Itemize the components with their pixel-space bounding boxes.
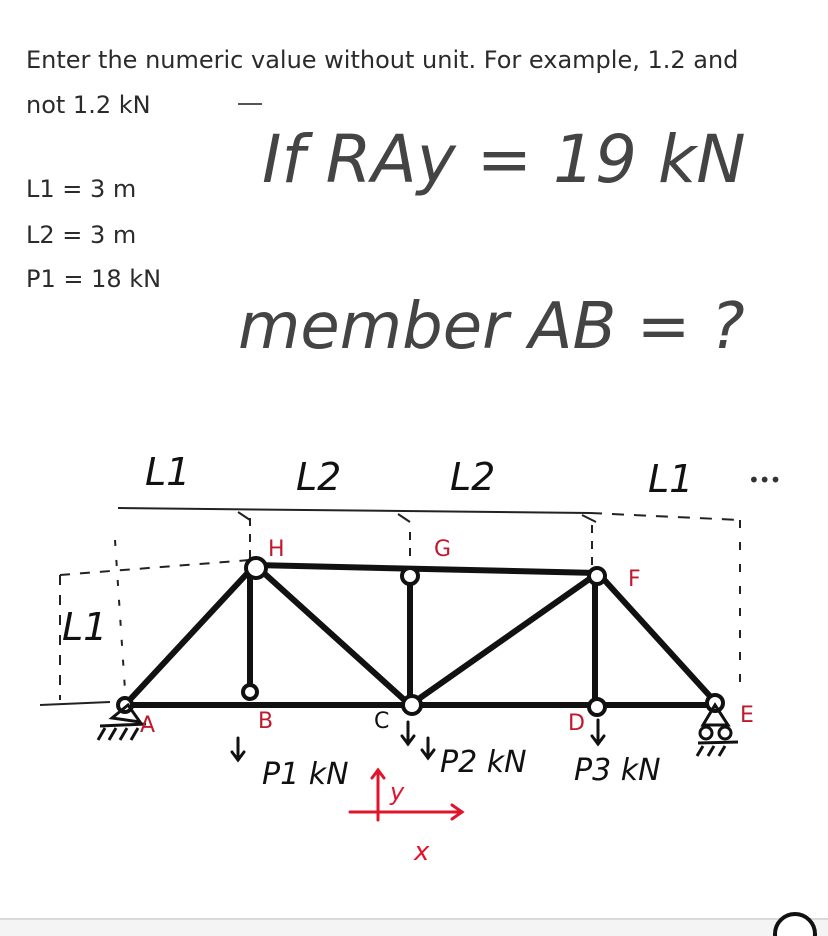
annotation-text: [238, 104, 746, 364]
joint-c: [403, 696, 421, 714]
node-label-g: G: [434, 537, 452, 562]
node-label-h: H: [268, 537, 285, 562]
axis-label-x: x: [414, 837, 430, 867]
joint-f: [589, 568, 605, 584]
bottom-bar: [0, 918, 828, 936]
annotation-line1: If RAy = 19 kN: [262, 121, 746, 198]
param-l1: L1 = 3 m: [26, 175, 137, 203]
joint-d: [589, 699, 605, 715]
question-prompt: Enter the numeric value without unit. For example, 1.2 and not 1.2 kN: [26, 46, 739, 119]
span-label-4: L1: [648, 457, 694, 501]
joint-h: [246, 558, 266, 578]
load-arrows: [232, 720, 604, 760]
span-label-3: L2: [450, 455, 496, 499]
axes-icon: [350, 770, 462, 867]
span-label-1: L1: [145, 450, 191, 494]
joint-b: [243, 685, 257, 699]
license-icon[interactable]: [770, 906, 820, 936]
dimension-lines: [40, 508, 740, 705]
joint-g: [402, 568, 418, 584]
node-label-c: C: [374, 709, 390, 734]
axis-label-y: y: [390, 778, 405, 806]
pin-support-icon: [98, 705, 146, 740]
span-labels: [62, 450, 693, 649]
node-label-a: A: [140, 713, 156, 738]
span-label-2: L2: [296, 455, 342, 499]
load-label-p2: P2 kN: [440, 745, 527, 780]
param-l2: L2 = 3 m: [26, 221, 137, 249]
node-label-f: F: [628, 567, 641, 592]
load-label-p1: P1 kN: [262, 757, 349, 792]
annotation-line2: member AB = ?: [238, 290, 745, 364]
load-label-p3: P3 kN: [574, 753, 661, 788]
height-label: L1: [62, 605, 108, 649]
load-labels: [262, 745, 661, 792]
more-options-button[interactable]: •••: [748, 468, 781, 492]
node-label-b: B: [258, 709, 274, 734]
param-p1: P1 = 18 kN: [26, 265, 162, 293]
node-label-d: D: [568, 711, 585, 736]
node-label-e: E: [740, 703, 754, 728]
